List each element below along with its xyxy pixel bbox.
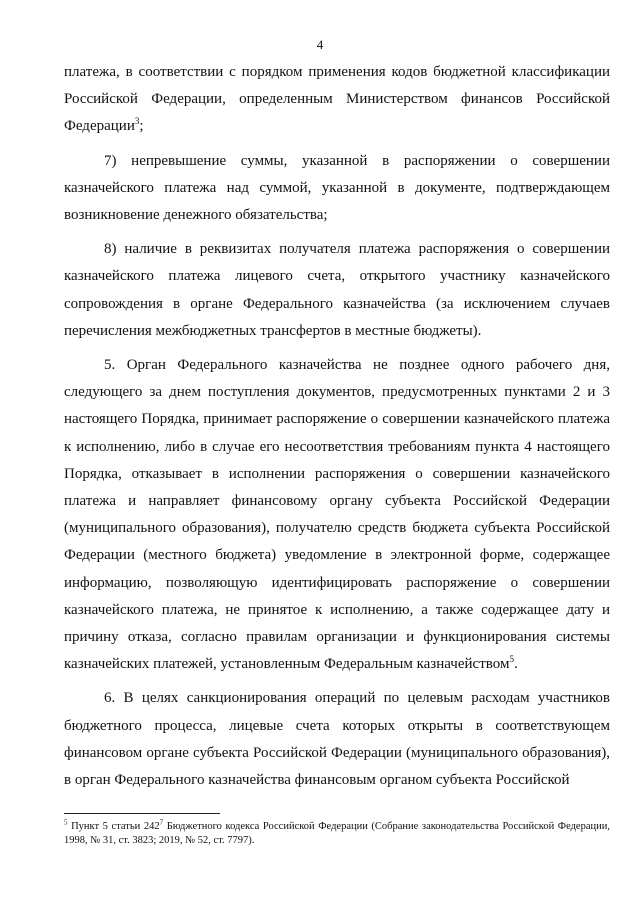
paragraph-text: 8) наличие в реквизитах получателя платежа распоряжения о совершении казначейского платежа лицевого счета, открытого участнику казначейского сопровождения в органе Федерального казначейства (за исключением случаев перечисления межбюджетных трансфертов в местные бюджеты). [64,241,610,339]
paragraph-text: 6. В целях санкционирования операций по целевым расходам участников бюджетного процесса, лицевые счета которых открыты в соответствующем финансовом органе субъекта Российской Федерации (муниципального образования), в орган Федерального казначейства финансовым органом субъекта Российской [64,690,610,789]
footnote [64,820,610,848]
footnote-text-rest: Бюджетного кодекса Российской Федерации (Собрание законодательства Российской Федерации, 1998, № 31, ст. 3823; 2019, № 52, ст. 7797). [64,821,610,846]
paragraph-text: 5. Орган Федерального казначейства не позднее одного рабочего дня, следующего за днем поступления документов, предусмотренных пунктами 2 и 3 настоящего Порядка, принимает распоряжение о совершении казначейского платежа к исполнению, либо в случае его несоответствия требованиям пункта 4 настоящего Порядка, отказывает в исполнении распоряжения о совершении казначейского платежа и направляет финансовому органу субъекта Российской Федерации (муниципального образования), получателю средств бюджета субъекта Российской Федерации (местного бюджета) уведомление в электронной форме, содержащее информацию, позволяющую идентифицировать распоряжение о совершении казначейского платежа, не принятое к исполнению, а также содержащее дату и причину отказа, согласно правилам организации и функционирования системы казначейских платежей, установленным Федеральным казначейством [64,357,610,673]
paragraph-tail: ; [139,118,144,135]
paragraph-item-8 [64,236,610,345]
footnote-ref: 3 [134,116,140,127]
paragraph-clause-6 [64,685,610,794]
paragraph-item-7 [64,148,610,230]
paragraph-text: платежа, в соответствии с порядком применения кодов бюджетной классификации Российской Федерации, определенным Министерством финансов Российской Федерации [64,64,610,135]
paragraph-tail: . [513,656,518,673]
footnote-ref: 5 [509,654,514,665]
footnote-separator [64,813,220,814]
paragraph-clause-5 [64,352,610,678]
page-number: 4 [316,37,324,52]
paragraph-text: 7) непревышение суммы, указанной в распоряжении о совершении казначейского платежа над суммой, указанной в документе, подтверждающем возникновение денежного обязательства; [64,152,610,224]
paragraph-continuation [64,59,610,141]
footnote-marker: 5 [64,818,68,827]
footnote-article-sup: 7 [159,818,164,827]
document-body [64,59,610,794]
footnote-text: Пункт 5 статьи 242 [67,821,160,832]
